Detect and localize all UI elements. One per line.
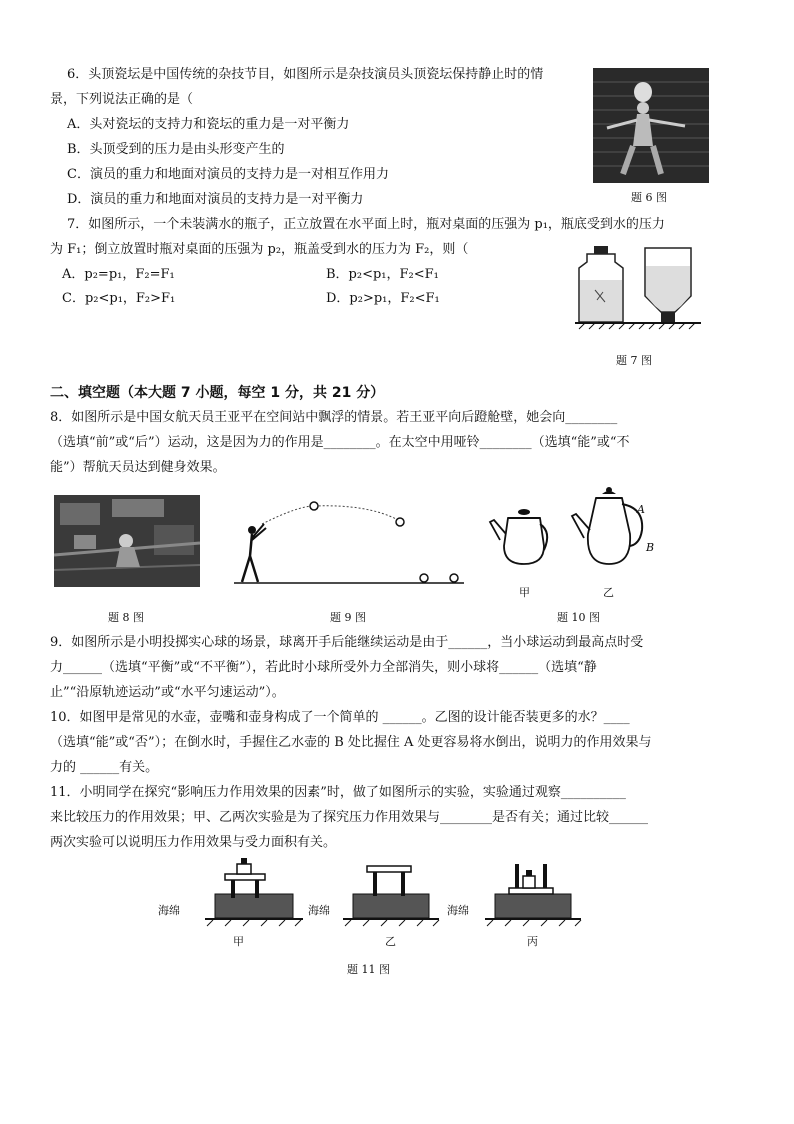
q7-figure-bottles (575, 240, 701, 330)
q9-line2: 力______（选填“平衡”或“不平衡”），若此时小球所受外力全部消失，则小球将______（选填“静 (50, 660, 597, 675)
q11-line1: 11．小明同学在探究“影响压力作用效果的因素”时，做了如图所示的实验，实验通过观察__________ (50, 785, 626, 800)
q8-line1: 8．如图所示是中国女航天员王亚平在空间站中飘浮的情景。若王亚平向后蹬舱壁，她会向________ (50, 410, 618, 425)
q10-line2: （选填“能”或“否”）；在倒水时，手握住乙水壶的 B 处比握住 A 处更容易将水倒出，说明力的作用效果与 (50, 735, 652, 750)
q11-caption: 题 11 图 (347, 963, 390, 976)
q7-caption: 题 7 图 (616, 354, 652, 367)
q9-line1: 9．如图所示是小明投掷实心球的场景，球离开手后能继续运动是由于______，当小球运动到最高点时受 (50, 635, 644, 650)
q11-line3: 两次实验可以说明压力作用效果与受力面积有关。 (50, 835, 337, 850)
q6-option-b: B．头顶受到的压力是由头形变产生的 (67, 142, 285, 157)
q7-stem-line1: 7．如图所示，一个未装满水的瓶子，正立放置在水平面上时，瓶对桌面的压强为 p₁，瓶底受到水的压力 (67, 217, 665, 232)
q8-figure-space-station (54, 495, 200, 587)
q7-stem-line2: 为 F₁；倒立放置时瓶对桌面的压强为 p₂，瓶盖受到水的压力为 F₂，则（ (50, 242, 469, 257)
q10-caption: 题 10 图 (557, 611, 600, 624)
q6-option-a: A．头对瓷坛的支持力和瓷坛的重力是一对平衡力 (67, 117, 350, 132)
q9-figure-throw (228, 498, 464, 590)
q10-line1: 10．如图甲是常见的水壶，壶嘴和壶身构成了一个简单的 ______。乙图的设计能否装更多的水？____ (50, 710, 630, 725)
q8-line2: （选填“前”或“后”）运动，这是因为力的作用是________。在太空中用哑铃________（选填“能”或“不 (50, 435, 630, 450)
q10-label-a: A (637, 503, 645, 516)
q10-label-b: B (646, 541, 655, 554)
q10-figure-kettles (486, 484, 666, 584)
q11-label-yi: 乙 (385, 935, 396, 948)
q11-sponge-label-yi: 海绵 (308, 904, 330, 917)
q6-stem-line1: 6．头顶瓷坛是中国传统的杂技节目，如图所示是杂技演员头顶瓷坛保持静止时的情 (67, 67, 544, 82)
q11-label-jia: 甲 (233, 935, 244, 948)
q11-sponge-label-jia: 海绵 (158, 904, 180, 917)
q10-label-jia: 甲 (519, 586, 530, 599)
q7-option-d: D．p₂>p₁，F₂<F₁ (326, 291, 440, 306)
q9-caption: 题 9 图 (330, 611, 366, 624)
section-2-heading: 二、填空题（本大题 7 小题，每空 1 分，共 21 分） (50, 385, 385, 401)
q6-option-c: C．演员的重力和地面对演员的支持力是一对相互作用力 (67, 167, 389, 182)
q6-option-d: D．演员的重力和地面对演员的支持力是一对平衡力 (67, 192, 364, 207)
q7-option-a: A．p₂=p₁，F₂=F₁ (62, 267, 175, 282)
q7-option-c: C．p₂<p₁，F₂>F₁ (62, 291, 176, 306)
q9-line3: 止”“沿原轨迹运动”或“水平匀速运动”）。 (50, 685, 285, 700)
q10-line3: 力的 ______有关。 (50, 760, 159, 775)
q6-figure-acrobat (593, 68, 709, 183)
q7-option-b: B．p₂<p₁，F₂<F₁ (326, 267, 439, 282)
q11-line2: 来比较压力的作用效果；甲、乙两次实验是为了探究压力作用效果与________是否有关；通过比较______ (50, 810, 649, 825)
q11-label-bing: 丙 (527, 935, 538, 948)
q8-caption: 题 8 图 (108, 611, 144, 624)
q10-label-yi: 乙 (603, 586, 614, 599)
q11-figure-sponges (195, 854, 595, 928)
q8-line3: 能”）帮航天员达到健身效果。 (50, 460, 226, 475)
q11-sponge-label-bing: 海绵 (447, 904, 469, 917)
q6-caption: 题 6 图 (631, 191, 667, 204)
q6-stem-line2: 景，下列说法正确的是（ (50, 92, 194, 107)
